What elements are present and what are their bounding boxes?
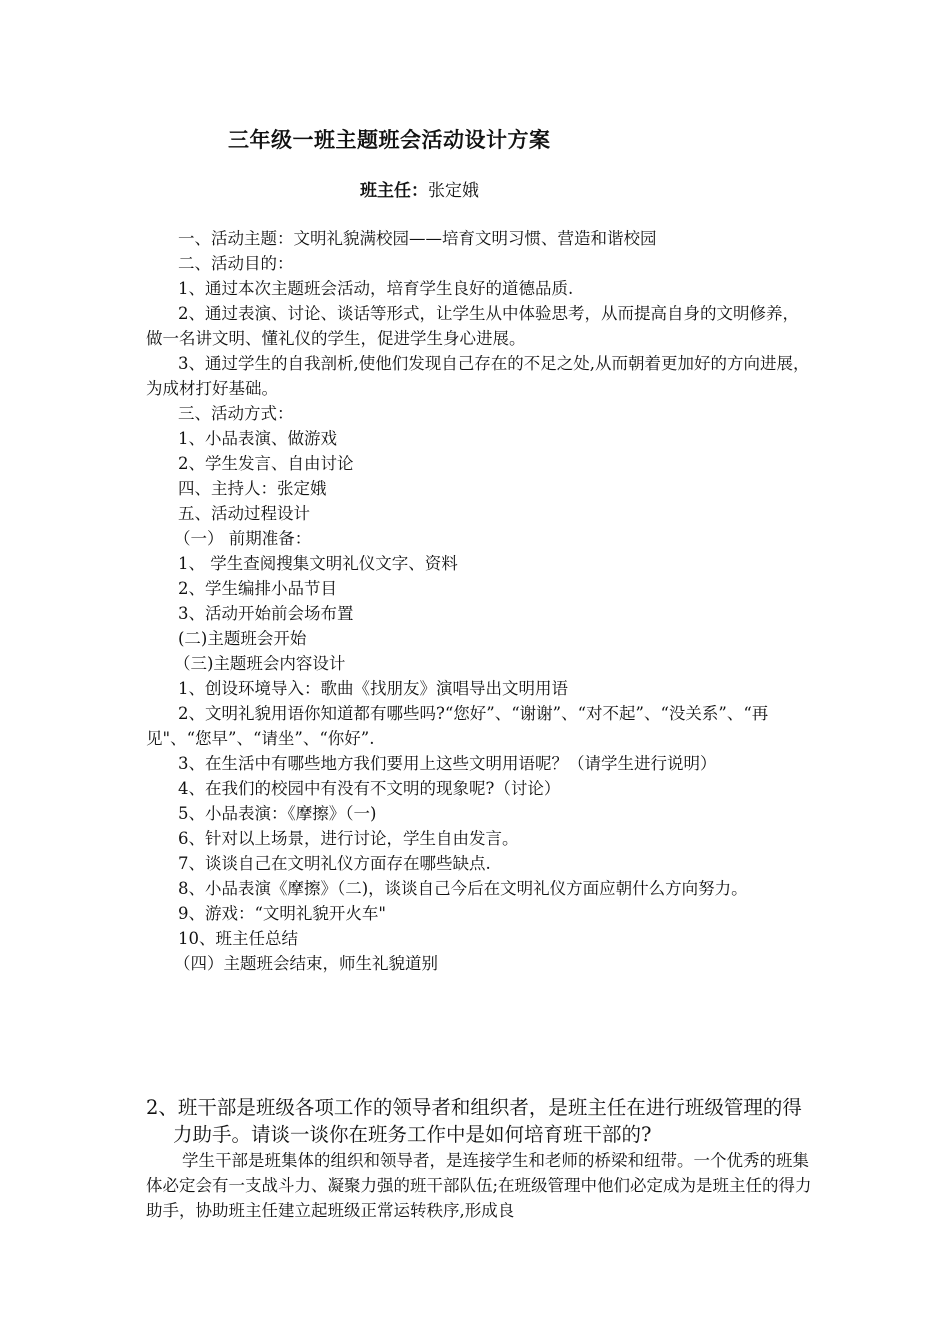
teacher-label: 班主任： bbox=[360, 181, 428, 201]
section-2 bbox=[146, 1094, 814, 1223]
paragraph: （三)主题班会内容设计 bbox=[174, 654, 346, 673]
paragraph: 2、学生发言、自由讨论 bbox=[178, 454, 354, 473]
section-2-answer: 学生干部是班集体的组织和领导者，是连接学生和老师的桥梁和纽带。一个优秀的班集体必定会有一支战斗力、凝聚力强的班干部队伍;在班级管理中他们必定成为是班主任的得力助手，协助班主任建立起班级正常运转秩序,形成良 bbox=[146, 1151, 812, 1220]
paragraph: 3、活动开始前会场布置 bbox=[178, 604, 354, 623]
paragraph: 2、学生编排小品节目 bbox=[178, 579, 337, 598]
teacher-line bbox=[360, 176, 479, 201]
paragraph: 1、创设环境导入：歌曲《找朋友》演唱导出文明用语 bbox=[178, 679, 568, 698]
document-title: 三年级一班主题班会活动设计方案 bbox=[228, 127, 551, 152]
paragraph: 1、小品表演、做游戏 bbox=[178, 429, 337, 448]
paragraph: 7、谈谈自己在文明礼仪方面存在哪些缺点. bbox=[178, 854, 491, 873]
paragraph: 6、针对以上场景，进行讨论，学生自由发言。 bbox=[178, 829, 519, 848]
paragraph: 一、活动主题：文明礼貌满校园——培育文明习惯、营造和谐校园 bbox=[178, 229, 657, 248]
paragraph: 2、文明礼貌用语你知道都有哪些吗?“您好”、“谢谢”、“对不起”、“没关系”、“再见"、“您早”、“请坐”、“你好”. bbox=[146, 704, 769, 748]
paragraph: 1、通过本次主题班会活动，培育学生良好的道德品质. bbox=[178, 279, 574, 298]
paragraph: 五、活动过程设计 bbox=[178, 504, 310, 523]
paragraph: 4、在我们的校园中有没有不文明的现象呢?（讨论） bbox=[178, 779, 561, 798]
teacher-name: 张定娥 bbox=[428, 181, 479, 201]
paragraph: 2、通过表演、讨论、谈话等形式，让学生从中体验思考，从而提高自身的文明修养，做一名讲文明、懂礼仪的学生，促进学生身心进展。 bbox=[146, 304, 799, 348]
paragraph: 8、小品表演《摩擦》（二)，谈谈自己今后在文明礼仪方面应朝什么方向努力。 bbox=[178, 879, 748, 898]
paragraph: 3、在生活中有哪些地方我们要用上这些文明用语呢？（请学生进行说明） bbox=[178, 754, 717, 773]
plan-body bbox=[146, 226, 810, 976]
paragraph: 1、 学生查阅搜集文明礼仪文字、资料 bbox=[178, 554, 458, 573]
paragraph: 10、班主任总结 bbox=[178, 929, 298, 948]
paragraph: 三、活动方式： bbox=[178, 404, 294, 423]
paragraph: 3、通过学生的自我剖析,使他们发现自己存在的不足之处,从而朝着更加好的方向进展，为成材打好基础。 bbox=[146, 354, 810, 398]
paragraph: 二、活动目的： bbox=[178, 254, 294, 273]
paragraph: （四）主题班会结束，师生礼貌道别 bbox=[174, 954, 438, 973]
section-2-question: 2、班干部是班级各项工作的领导者和组织者，是班主任在进行班级管理的得力助手。请谈一谈你在班务工作中是如何培育班干部的? bbox=[146, 1096, 802, 1146]
paragraph: 5、小品表演：《摩擦》（一) bbox=[178, 804, 377, 823]
paragraph: (二)主题班会开始 bbox=[178, 629, 307, 648]
paragraph: 四、主持人：张定娥 bbox=[178, 479, 327, 498]
paragraph: （一） 前期准备： bbox=[174, 529, 312, 548]
paragraph: 9、游戏：“文明礼貌开火车" bbox=[178, 904, 387, 923]
